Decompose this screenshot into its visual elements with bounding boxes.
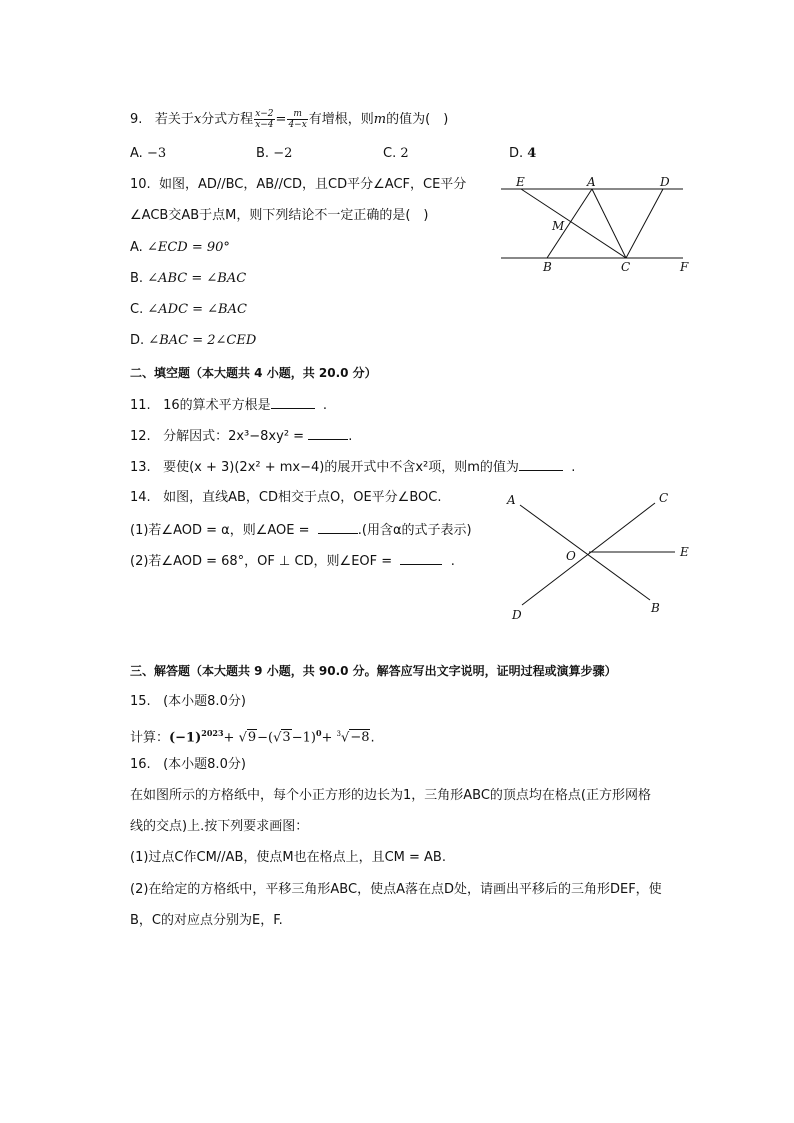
q10-option-a[interactable]: A. ∠ECD = 90° bbox=[130, 240, 230, 255]
q9-option-c[interactable]: C. 2 bbox=[383, 146, 409, 161]
q14-sub1-blank[interactable] bbox=[318, 521, 358, 534]
q9-option-b[interactable]: B. −2 bbox=[256, 146, 293, 161]
q10-segment-ec bbox=[521, 189, 626, 258]
q10-label-c: C bbox=[621, 260, 631, 274]
q10-label-f: F bbox=[680, 260, 689, 274]
q10-label-e: E bbox=[516, 175, 525, 189]
q10-stem-line1: 10. 如图，AD//BC，AB//CD，且CD平分∠ACF，CE平分 bbox=[130, 177, 467, 192]
q10-label-d: D bbox=[660, 175, 670, 189]
q15-expression: 计算：$(-1)^{2023}+ √9-(√3-1)^0+ ^3√-8$. bbox=[130, 728, 375, 746]
q10-option-b[interactable]: B. ∠ABC = ∠BAC bbox=[130, 271, 247, 286]
q14-stem: 14. 如图，直线AB，CD相交于点O，OE平分∠BOC. bbox=[130, 490, 442, 505]
q16-line1: 在如图所示的方格纸中，每个小正方形的边长为1，三角形ABC的顶点均在格点(正方形网格 bbox=[130, 788, 652, 803]
q16-header: 16. (本小题8.0分) bbox=[130, 757, 246, 772]
q9-number: 9. bbox=[130, 112, 143, 127]
q14-label-o: O bbox=[566, 549, 576, 563]
q14-line-cd bbox=[522, 503, 655, 605]
q15-header: 15. (本小题8.0分) bbox=[130, 694, 246, 709]
q12: 12. 分解因式：2x³−8xy² = . bbox=[130, 429, 353, 444]
q13: 13. 要使(x + 3)(2x² + mx−4)的展开式中不含x²项，则m的值为 . bbox=[130, 460, 576, 475]
q16-line4: (2)在给定的方格纸中，平移三角形ABC，使点A落在点D处，请画出平移后的三角形DEF，使 bbox=[130, 882, 662, 897]
q9-option-a[interactable]: A. −3 bbox=[130, 146, 167, 161]
q14-sub1: (1)若∠AOD = α，则∠AOE = .(用含α的式子表示) bbox=[130, 523, 472, 538]
q14-sub2-blank[interactable] bbox=[400, 552, 442, 565]
q14-label-a: A bbox=[507, 493, 516, 507]
q14-sub2: (2)若∠AOD = 68°，OF ⊥ CD，则∠EOF = . bbox=[130, 554, 455, 569]
q14-geometry-figure bbox=[500, 485, 700, 625]
q16-line3: (1)过点C作CM//AB，使点M也在格点上，且CM = AB. bbox=[130, 850, 446, 865]
q14-label-d: D bbox=[512, 608, 522, 622]
section-2-title: 二、填空题（本大题共 4 小题，共 20.0 分） bbox=[130, 366, 377, 380]
q14-label-b: B bbox=[651, 601, 660, 615]
q10-number: 10. bbox=[130, 177, 151, 192]
q13-answer-blank[interactable] bbox=[519, 458, 563, 471]
q10-option-d[interactable]: D. ∠BAC = 2∠CED bbox=[130, 333, 257, 348]
q11: 11. 16的算术平方根是 . bbox=[130, 398, 328, 413]
q16-line5: B，C的对应点分别为E，F. bbox=[130, 913, 283, 928]
q10-option-c[interactable]: C. ∠ADC = ∠BAC bbox=[130, 302, 247, 317]
q14-label-e: E bbox=[680, 545, 689, 559]
q10-label-b: B bbox=[543, 260, 552, 274]
q11-answer-blank[interactable] bbox=[271, 396, 315, 409]
q9-option-d[interactable]: D. 4 bbox=[509, 146, 537, 161]
q16-line2: 线的交点)上.按下列要求画图： bbox=[130, 819, 309, 834]
q10-label-m: M bbox=[552, 219, 565, 233]
q10-segment-dc bbox=[626, 189, 663, 258]
q14-label-c: C bbox=[659, 491, 669, 505]
section-3-title: 三、解答题（本大题共 9 小题，共 90.0 分。解答应写出文字说明，证明过程或演算步骤） bbox=[130, 664, 617, 678]
q12-answer-blank[interactable] bbox=[308, 427, 348, 440]
q10-segment-ac bbox=[592, 189, 626, 258]
q10-label-a: A bbox=[587, 175, 596, 189]
q10-geometry-figure bbox=[495, 170, 700, 280]
q9-fraction-right: $\frac{m}{4-x}$ bbox=[288, 109, 307, 130]
q10-stem-line2: ∠ACB交AB于点M，则下列结论不一定正确的是( ) bbox=[130, 208, 429, 223]
q9-stem: 9. 若关于x分式方程 $\frac{x-2}{x-4}$ = $\frac{m}{4-x}$ 有增根，则m的值为( ) bbox=[130, 109, 449, 130]
q9-fraction-left: $\frac{x-2}{x-4}$ bbox=[255, 109, 274, 130]
